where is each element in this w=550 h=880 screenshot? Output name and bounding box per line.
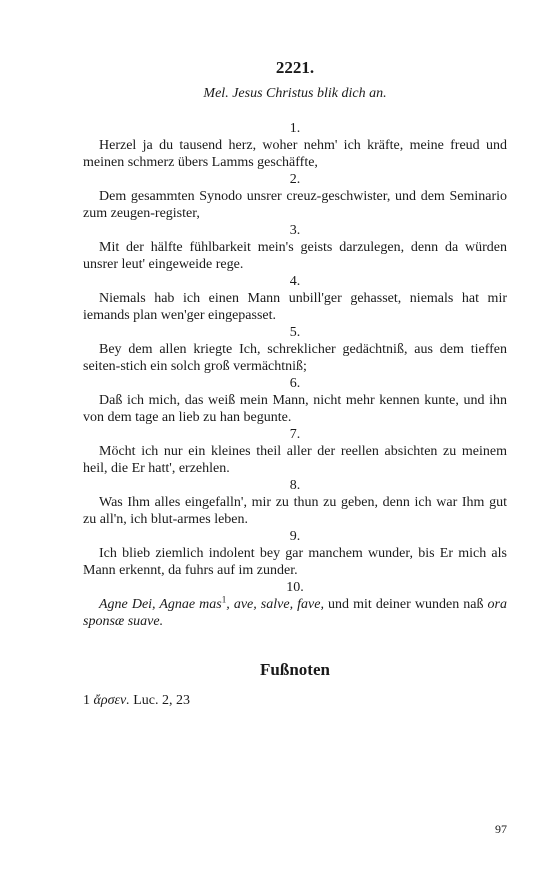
verse-number: 6.: [289, 376, 301, 391]
verses-container: [83, 120, 507, 630]
verse-number: 3.: [289, 223, 301, 238]
verse-number: 7.: [289, 427, 301, 442]
verse: [83, 477, 507, 528]
footnote-greek: ἄρσεν.: [93, 693, 130, 708]
verse-text: Daß ich mich, das weiß mein Mann, nicht mehr kennen kunte, und ihn von dem tage an lieb zu han begunte.: [83, 393, 507, 425]
verse: [83, 171, 507, 222]
verse-number: 8.: [289, 478, 301, 493]
verse-number: 5.: [289, 325, 301, 340]
verse-number: 10.: [286, 580, 304, 595]
verse-text: Dem gesammten Synodo unsrer creuz-geschwister, und dem Seminario zum zeugen-register,: [83, 189, 507, 221]
verse-latin-2: , ave, salve, fave,: [226, 597, 324, 612]
verse-text: [83, 596, 507, 630]
verse: [83, 120, 507, 171]
verse-text: Was Ihm alles eingefalln', mir zu thun zu geben, denn ich war Ihm gut zu all'n, ich blut-armes leben.: [83, 495, 507, 527]
verse: [83, 324, 507, 375]
verse: [83, 528, 507, 579]
verse: [83, 222, 507, 273]
verse: [83, 375, 507, 426]
melody-line: Mel. Jesus Christus blik dich an.: [203, 86, 387, 101]
verse-latin-1: Agne Dei, Agnae mas: [99, 597, 222, 612]
verse-text: Ich blieb ziemlich indolent bey gar manchem wunder, bis Er mich als Mann erkennt, da fuhrs auf im zunder.: [83, 546, 507, 578]
hymn-number: 2221.: [275, 58, 315, 77]
verse-german: und mit deiner wunden naß: [323, 597, 488, 612]
footnote-ref[interactable]: 1: [221, 594, 227, 605]
verse-latin-3: ora sponsæ suave.: [83, 597, 507, 629]
verse: [83, 426, 507, 477]
verse-text: Niemals hab ich einen Mann unbill'ger gehasset, niemals hat mir iemands plan wen'ger eingepasset.: [83, 291, 507, 323]
verse-number: 1.: [289, 121, 301, 136]
footnotes-title: Fußnoten: [260, 660, 330, 679]
verse-text: Herzel ja du tausend herz, woher nehm' ich kräfte, meine freud und meinen schmerz übers Lamms geschäffte,: [83, 138, 507, 170]
verse-10: [83, 579, 507, 630]
verse-number: 4.: [289, 274, 301, 289]
footnote: [83, 692, 507, 709]
verse-text: Möcht ich nur ein kleines theil aller der reellen absichten zu meinem heil, die Er hatt', erzehlen.: [83, 444, 507, 476]
footnote-text: Luc. 2, 23: [129, 693, 190, 708]
footnote-number: 1: [83, 693, 90, 708]
verse-number: 9.: [289, 529, 301, 544]
verse-text: Bey dem allen kriegte Ich, schreklicher gedächtniß, aus dem tieffen seiten-stich ein solch groß vermächtniß;: [83, 342, 507, 374]
verse-number: 2.: [289, 172, 301, 187]
page-content: [83, 58, 507, 709]
verse: [83, 273, 507, 324]
page-number: 97: [495, 822, 507, 836]
verse-text: Mit der hälfte fühlbarkeit mein's geists darzulegen, denn da würden unsrer leut' eingeweide rege.: [83, 240, 507, 272]
